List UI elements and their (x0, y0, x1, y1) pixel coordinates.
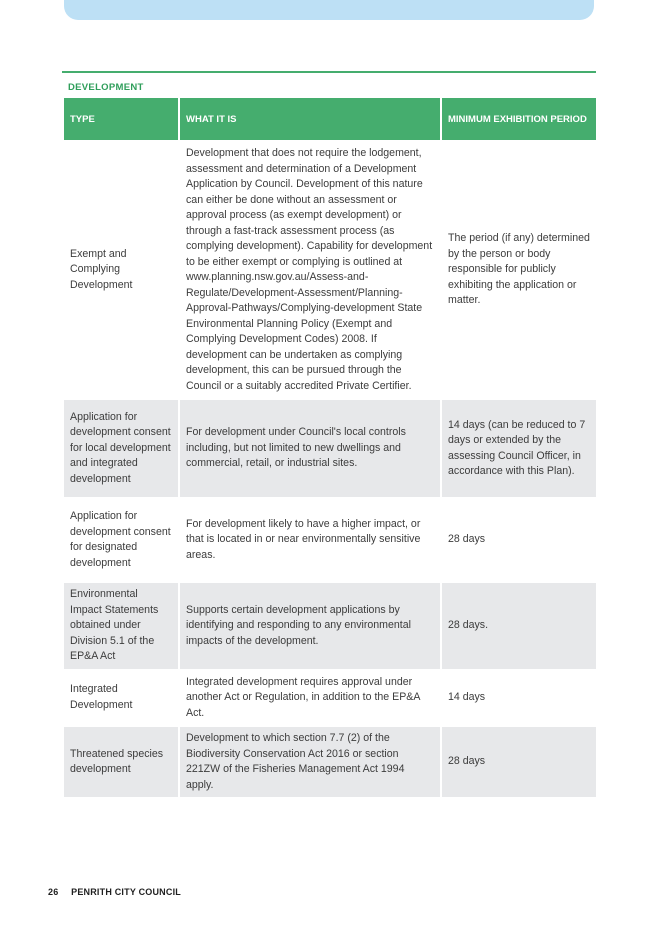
header-what-it-is: WHAT IT IS (180, 98, 440, 142)
header-minimum-exhibition-period: MINIMUM EXHIBITION PERIOD (442, 98, 596, 142)
row-period: 28 days. (442, 583, 596, 671)
row-period: 14 days (can be reduced to 7 days or extended by the assessing Council Officer, in accordance with this Plan). (442, 400, 596, 499)
row-period: The period (if any) determined by the person or body responsible for publicly exhibiting the application or matter. (442, 142, 596, 400)
table-header-row (64, 98, 596, 142)
row-type: Exempt and Complying Development (64, 142, 178, 400)
row-period: 14 days (442, 671, 596, 728)
page-footer (48, 887, 181, 897)
council-name: PENRITH CITY COUNCIL (71, 887, 181, 897)
table-row (64, 671, 596, 728)
row-what-it-is: Integrated development requires approval under another Act or Regulation, in addition to the EP&A Act. (180, 671, 440, 728)
table-row (64, 142, 596, 400)
section-title: DEVELOPMENT (68, 82, 144, 93)
row-type: Threatened species development (64, 727, 178, 799)
row-what-it-is: Development that does not require the lodgement, assessment and determination of a Development Application by Council. Development of this nature can either be done without an assessment or approval process (as exempt development) or through a fast-track assessment process (as complying development). Capability for development to be either exempt or complying is outlined at www.planning.nsw.gov.au/Assess-and-Regulate/Development-Assessment/Planning-Approval-Pathways/Complying-development State Environmental Planning Policy (Exempt and Complying Development Codes) 2008. If development can be undertaken as complying development, this can be pursued through the Council or a suitably accredited Private Certifier. (180, 142, 440, 400)
section-rule (62, 71, 596, 73)
row-what-it-is: For development under Council's local controls including, but not limited to new dwellings and commercial, retail, or industrial sites. (180, 400, 440, 499)
table-row (64, 727, 596, 799)
row-type: Application for development consent for local development and integrated development (64, 400, 178, 499)
development-table (62, 98, 598, 799)
top-banner (64, 0, 594, 20)
row-type: Integrated Development (64, 671, 178, 728)
table-row (64, 400, 596, 499)
row-what-it-is: For development likely to have a higher impact, or that is located in or near environmentally sensitive areas. (180, 499, 440, 583)
table-row (64, 583, 596, 671)
row-period: 28 days (442, 499, 596, 583)
page-number: 26 (48, 887, 59, 897)
row-what-it-is: Development to which section 7.7 (2) of the Biodiversity Conservation Act 2016 or section 221ZW of the Fisheries Management Act 1994 apply. (180, 727, 440, 799)
table-row (64, 499, 596, 583)
row-what-it-is: Supports certain development applications by identifying and responding to any environmental impacts of the development. (180, 583, 440, 671)
row-type: Environmental Impact Statements obtained under Division 5.1 of the EP&A Act (64, 583, 178, 671)
row-type: Application for development consent for designated development (64, 499, 178, 583)
header-type: TYPE (64, 98, 178, 142)
row-period: 28 days (442, 727, 596, 799)
